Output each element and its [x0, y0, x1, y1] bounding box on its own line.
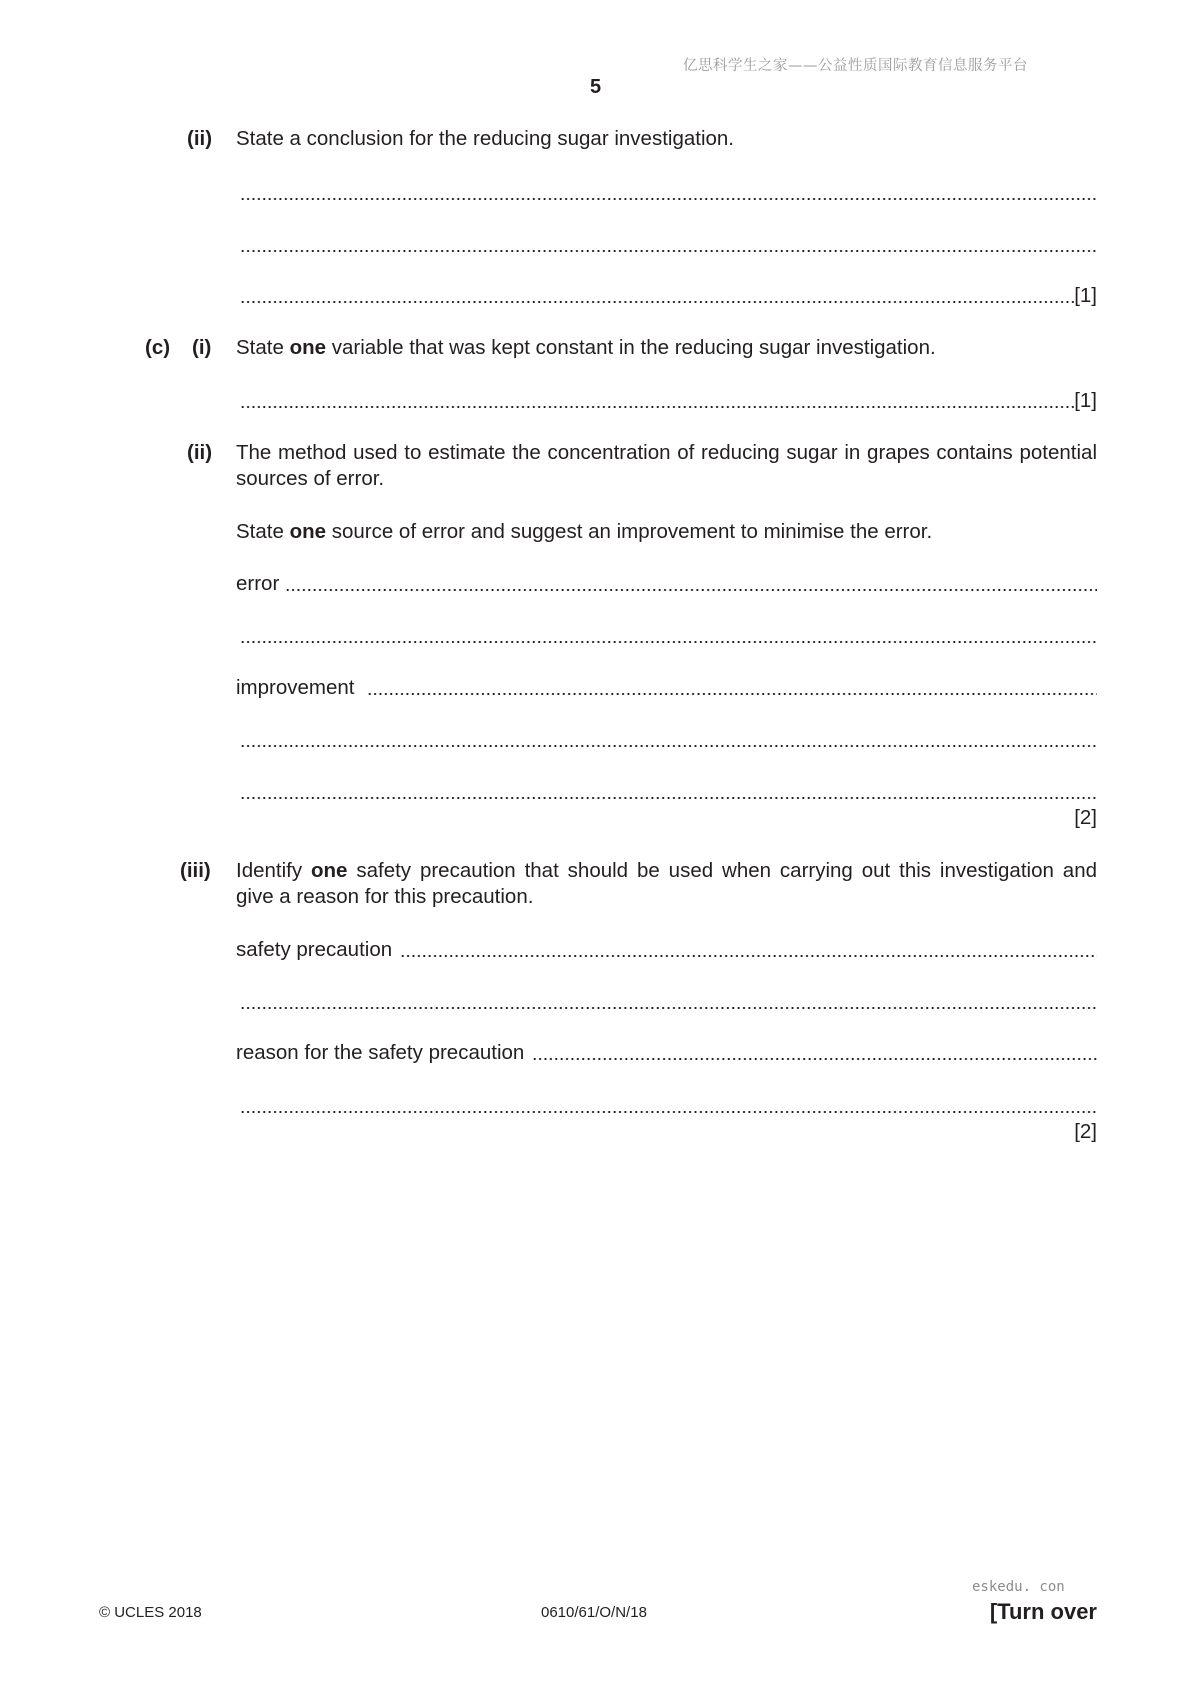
page-number: 5: [590, 76, 602, 98]
answer-line[interactable]: [240, 388, 1097, 414]
answer-line[interactable]: [240, 232, 1097, 258]
question-c-i-label: (i): [192, 336, 212, 359]
question-c-ii-instruction: State one source of error and suggest an improvement to minimise the error.: [236, 520, 933, 543]
question-c-ii-text: The method used to estimate the concentration of reducing sugar in grapes contains potential sources of error.: [236, 441, 1097, 490]
mark-allocation: [2]: [1074, 806, 1097, 829]
answer-line[interactable]: [240, 989, 1097, 1015]
footer-paper-code: 0610/61/O/N/18: [541, 1604, 647, 1621]
error-answer-line[interactable]: [236, 571, 1097, 597]
answer-line[interactable]: [240, 1093, 1097, 1119]
header-watermark: 亿思科学生之家——公益性质国际教育信息服务平台: [683, 58, 1028, 74]
footer-copyright: © UCLES 2018: [99, 1604, 202, 1621]
question-b-ii-label: (ii): [187, 127, 213, 150]
mark-allocation: [2]: [1074, 1120, 1097, 1143]
footer-watermark: eskedu. con: [972, 1579, 1065, 1595]
error-label: error: [236, 572, 280, 595]
question-b-ii-text: State a conclusion for the reducing sugar investigation.: [236, 127, 734, 150]
answer-line[interactable]: [240, 727, 1097, 753]
reason-answer-line[interactable]: [236, 1040, 1097, 1066]
safety-precaution-answer-line[interactable]: [236, 937, 1097, 963]
improvement-label: improvement: [236, 676, 355, 699]
turn-over: [Turn over: [989, 1599, 1097, 1624]
safety-precaution-label: safety precaution: [236, 938, 393, 961]
question-c-ii-label: (ii): [187, 441, 213, 464]
question-c-iii-label: (iii): [180, 859, 211, 882]
question-c-i-text: State one variable that was kept constant in the reducing sugar investigation.: [236, 336, 936, 359]
answer-line[interactable]: [240, 779, 1097, 805]
answer-line[interactable]: [240, 623, 1097, 649]
improvement-answer-line[interactable]: [236, 675, 1097, 701]
question-c-label: (c): [145, 336, 171, 359]
reason-label: reason for the safety precaution: [236, 1041, 525, 1064]
question-c-iii-text: Identify one safety precaution that should be used when carrying out this investigation and give a reason for this precaution.: [236, 859, 1097, 908]
mark-allocation: [1]: [1074, 389, 1097, 412]
mark-allocation: [1]: [1074, 284, 1097, 307]
answer-line[interactable]: [240, 283, 1097, 309]
answer-line[interactable]: [240, 180, 1097, 206]
